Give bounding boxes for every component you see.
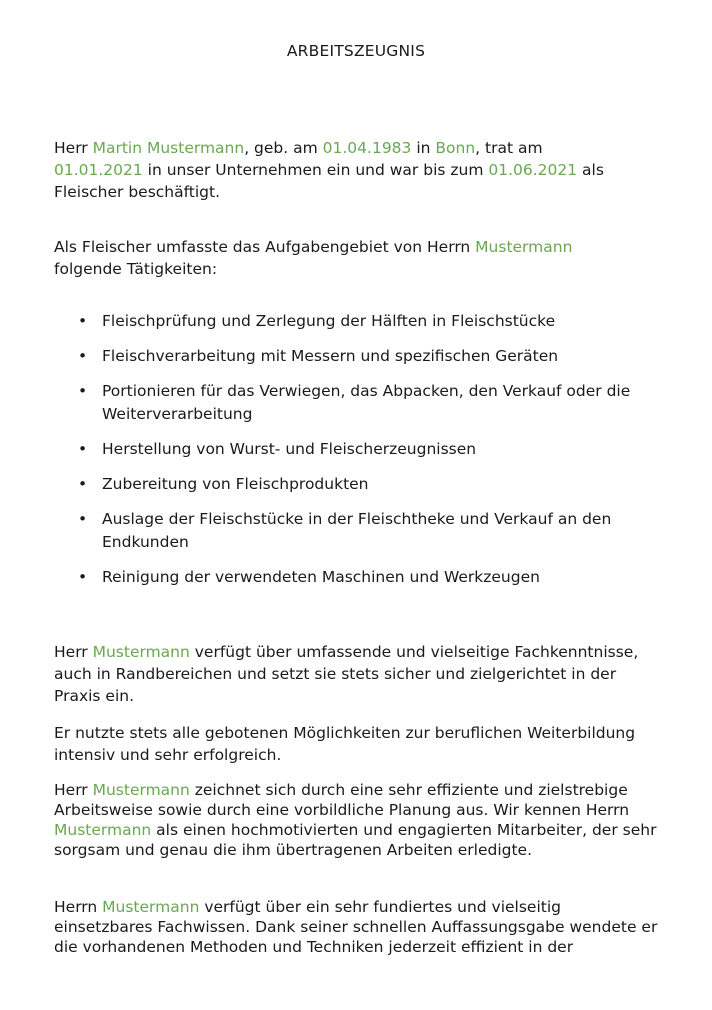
text-segment: , trat am [475,139,543,157]
list-item [54,310,674,333]
task-text: Zubereitung von Fleischprodukten [102,475,369,493]
employee-last-name: Mustermann [92,781,190,799]
task-text: Fleischverarbeitung mit Messern und spezifischen Geräten [102,347,559,365]
text-segment: , geb. am [244,139,323,157]
text-segment: Herr [54,139,93,157]
text-segment: zeichnet sich durch eine sehr effiziente und zielstrebige Arbeitsweise sowie durch eine vorbildliche Planung aus. Wir kennen Herrn [54,781,630,819]
knowledge-paragraph [54,897,664,957]
text-segment: Er nutzte stets alle gebotenen Möglichkeiten zur beruflichen Weiterbildung intensiv und sehr erfolgreich. [54,724,636,764]
text-segment: in unser Unternehmen ein und war bis zum [142,161,489,179]
employee-full-name: Martin Mustermann [92,139,245,157]
end-date: 01.06.2021 [488,161,578,179]
employee-last-name: Mustermann [102,898,200,916]
employee-last-name: Mustermann [54,821,152,839]
task-text: Auslage der Fleischstücke in der Fleischtheke und Verkauf an den Endkunden [102,510,612,551]
bullet-icon: • [78,568,88,586]
list-item [54,508,674,554]
employee-last-name: Mustermann [475,238,573,256]
bullet-icon: • [78,347,88,365]
task-text: Fleischprüfung und Zerlegung der Hälften in Fleischstücke [102,312,556,330]
text-segment: als einen hochmotivierten und engagierten Mitarbeiter, der sehr sorgsam und genau die ihm übertragenen Arbeiten erledigte. [54,821,657,859]
task-text: Reinigung der verwendeten Maschinen und Werkzeugen [102,568,540,586]
expertise-paragraph [54,641,664,707]
list-item [54,473,674,496]
text-segment: Herrn [54,898,103,916]
birth-place: Bonn [435,139,476,157]
bullet-icon: • [78,440,88,458]
list-item [54,438,674,461]
list-item [54,380,674,426]
bullet-icon: • [78,312,88,330]
text-segment: Als Fleischer umfasste das Aufgabengebiet von Herrn [54,238,476,256]
task-text: Herstellung von Wurst- und Fleischerzeugnissen [102,440,477,458]
task-text: Portionieren für das Verwiegen, das Abpacken, den Verkauf oder die Weiterverarbeitung [102,382,631,423]
text-segment: verfügt über ein sehr fundiertes und vielseitig einsetzbares Fachwissen. Dank seiner schnellen Auffassungsgabe wendete er die vorhandenen Methoden und Techniken jederzeit effizient in der [54,898,658,956]
text-segment: Herr [54,781,93,799]
text-segment: folgende Tätigkeiten: [54,260,218,278]
start-date: 01.01.2021 [54,161,143,179]
bullet-icon: • [78,510,88,528]
bullet-icon: • [78,475,88,493]
list-item [54,345,674,368]
tasks-intro-paragraph [54,236,664,280]
employee-last-name: Mustermann [92,643,190,661]
bullet-icon: • [78,382,88,400]
list-item [54,566,674,589]
task-list [54,310,674,601]
text-segment: Herr [54,643,93,661]
birth-date: 01.04.1983 [322,139,412,157]
work-style-paragraph [54,780,664,860]
text-segment: in [411,139,436,157]
intro-paragraph [54,137,664,203]
text-segment: als Fleischer beschäftigt. [54,161,604,201]
text-segment: verfügt über umfassende und vielseitige Fachkenntnisse, auch in Randbereichen und setzt sie stets sicher und zielgerichtet in der Praxis ein. [54,643,639,705]
training-paragraph [54,722,664,766]
document-title: ARBEITSZEUGNIS [286,42,426,60]
